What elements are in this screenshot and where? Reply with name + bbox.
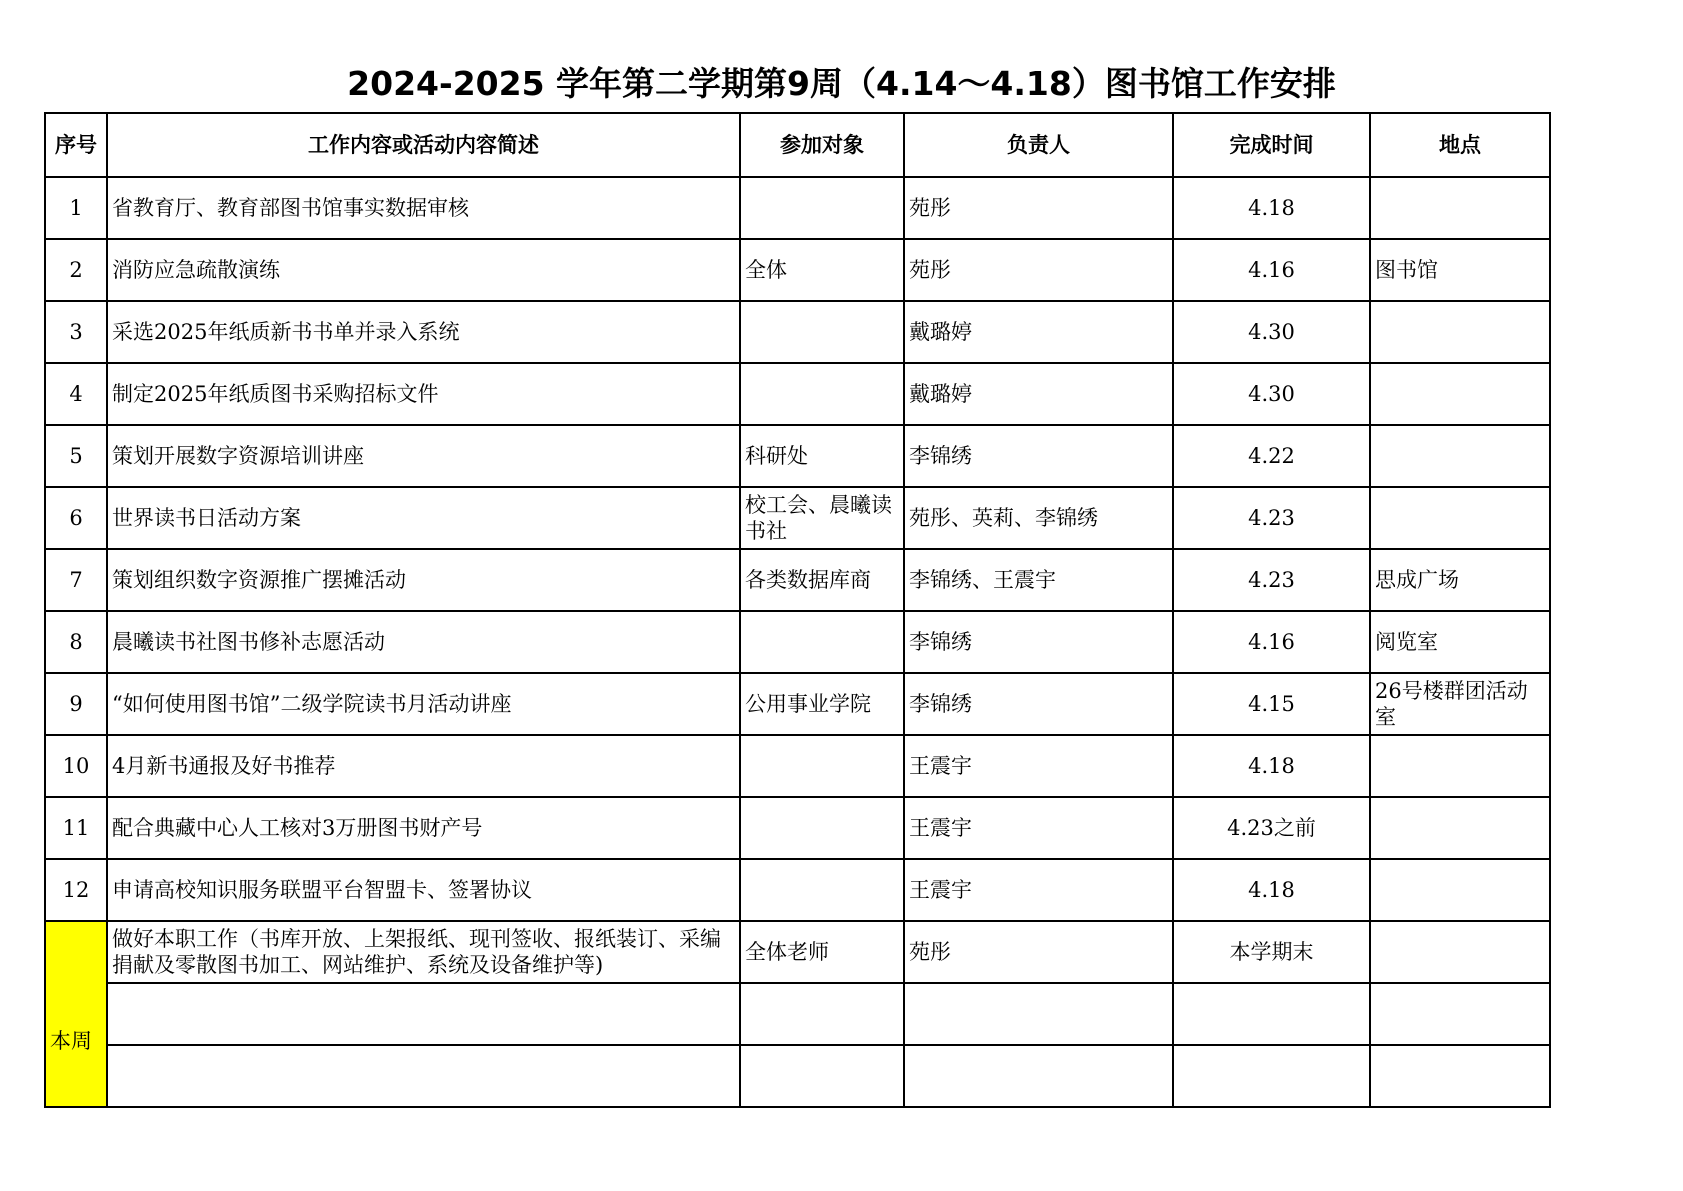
- row-number: 9: [45, 673, 107, 735]
- row-owner: 李锦绣: [904, 673, 1173, 735]
- row-content: 晨曦读书社图书修补志愿活动: [107, 611, 740, 673]
- row-participants: 全体老师: [740, 921, 904, 983]
- row-content: [107, 1045, 740, 1107]
- table-row: [45, 983, 1550, 1045]
- header-place: 地点: [1370, 113, 1550, 177]
- this-week-label: [45, 921, 107, 1107]
- row-participants: [740, 1045, 904, 1107]
- row-content: “如何使用图书馆”二级学院读书月活动讲座: [107, 673, 740, 735]
- row-number: 4: [45, 363, 107, 425]
- row-place: 思成广场: [1370, 549, 1550, 611]
- row-time: 本学期末: [1173, 921, 1370, 983]
- row-place: 26号楼群团活动室: [1370, 673, 1550, 735]
- row-place: 阅览室: [1370, 611, 1550, 673]
- row-place: [1370, 797, 1550, 859]
- row-time: 4.15: [1173, 673, 1370, 735]
- row-time: 4.22: [1173, 425, 1370, 487]
- row-time: 4.30: [1173, 301, 1370, 363]
- row-participants: [740, 859, 904, 921]
- row-content: 采选2025年纸质新书书单并录入系统: [107, 301, 740, 363]
- header-time: 完成时间: [1173, 113, 1370, 177]
- row-owner: 王震宇: [904, 797, 1173, 859]
- row-time: [1173, 1045, 1370, 1107]
- row-owner: 苑彤: [904, 177, 1173, 239]
- row-time: [1173, 983, 1370, 1045]
- table-row: [45, 1045, 1550, 1107]
- header-content: 工作内容或活动内容简述: [107, 113, 740, 177]
- row-content: 消防应急疏散演练: [107, 239, 740, 301]
- row-time: 4.23: [1173, 487, 1370, 549]
- row-time: 4.18: [1173, 859, 1370, 921]
- row-time: 4.30: [1173, 363, 1370, 425]
- row-time: 4.23之前: [1173, 797, 1370, 859]
- row-participants: [740, 797, 904, 859]
- row-owner: 苑彤: [904, 921, 1173, 983]
- table-row: [45, 301, 1550, 363]
- row-participants: [740, 735, 904, 797]
- row-owner: 苑彤、英莉、李锦绣: [904, 487, 1173, 549]
- row-number: 11: [45, 797, 107, 859]
- row-place: [1370, 363, 1550, 425]
- row-participants: 全体: [740, 239, 904, 301]
- row-place: [1370, 859, 1550, 921]
- row-number: 7: [45, 549, 107, 611]
- this-week-label-text: 本周: [50, 1029, 92, 1053]
- table-row: [45, 611, 1550, 673]
- row-content: 申请高校知识服务联盟平台智盟卡、签署协议: [107, 859, 740, 921]
- row-content: 世界读书日活动方案: [107, 487, 740, 549]
- row-number: 12: [45, 859, 107, 921]
- row-place: [1370, 177, 1550, 239]
- row-place: [1370, 487, 1550, 549]
- row-owner: 戴璐婷: [904, 301, 1173, 363]
- row-owner: 李锦绣: [904, 425, 1173, 487]
- row-number: 1: [45, 177, 107, 239]
- row-owner: 李锦绣、王震宇: [904, 549, 1173, 611]
- row-owner: 苑彤: [904, 239, 1173, 301]
- schedule-body: [45, 177, 1550, 1107]
- table-row: [45, 549, 1550, 611]
- table-row: [45, 797, 1550, 859]
- row-owner: 王震宇: [904, 735, 1173, 797]
- row-owner: [904, 1045, 1173, 1107]
- row-content: 做好本职工作（书库开放、上架报纸、现刊签收、报纸装订、采编捐献及零散图书加工、网站维护、系统及设备维护等): [107, 921, 740, 983]
- row-time: 4.23: [1173, 549, 1370, 611]
- schedule-table: [44, 112, 1551, 1108]
- row-participants: [740, 301, 904, 363]
- row-number: 5: [45, 425, 107, 487]
- row-place: [1370, 1045, 1550, 1107]
- table-row: [45, 921, 1550, 983]
- row-place: [1370, 735, 1550, 797]
- table-row: [45, 239, 1550, 301]
- header-owner: 负责人: [904, 113, 1173, 177]
- row-participants: 校工会、晨曦读书社: [740, 487, 904, 549]
- table-row: [45, 177, 1550, 239]
- row-content: 配合典藏中心人工核对3万册图书财产号: [107, 797, 740, 859]
- row-number: 2: [45, 239, 107, 301]
- header-row: [45, 113, 1550, 177]
- table-row: [45, 859, 1550, 921]
- row-content: 4月新书通报及好书推荐: [107, 735, 740, 797]
- row-owner: 戴璐婷: [904, 363, 1173, 425]
- page-title: 2024-2025 学年第二学期第9周（4.14～4.18）图书馆工作安排: [347, 64, 1336, 103]
- row-number: 6: [45, 487, 107, 549]
- row-content: 省教育厅、教育部图书馆事实数据审核: [107, 177, 740, 239]
- row-number: 3: [45, 301, 107, 363]
- row-participants: [740, 177, 904, 239]
- row-time: 4.18: [1173, 735, 1370, 797]
- row-participants: [740, 983, 904, 1045]
- row-place: [1370, 921, 1550, 983]
- table-row: [45, 735, 1550, 797]
- row-participants: 公用事业学院: [740, 673, 904, 735]
- row-content: 制定2025年纸质图书采购招标文件: [107, 363, 740, 425]
- row-participants: 各类数据库商: [740, 549, 904, 611]
- row-content: 策划开展数字资源培训讲座: [107, 425, 740, 487]
- row-place: [1370, 301, 1550, 363]
- table-row: [45, 363, 1550, 425]
- row-time: 4.18: [1173, 177, 1370, 239]
- header-participants: 参加对象: [740, 113, 904, 177]
- row-owner: 王震宇: [904, 859, 1173, 921]
- row-participants: [740, 611, 904, 673]
- header-no: 序号: [45, 113, 107, 177]
- table-row: [45, 673, 1550, 735]
- row-owner: [904, 983, 1173, 1045]
- row-participants: [740, 363, 904, 425]
- table-row: [45, 487, 1550, 549]
- row-owner: 李锦绣: [904, 611, 1173, 673]
- table-row: [45, 425, 1550, 487]
- row-content: 策划组织数字资源推广摆摊活动: [107, 549, 740, 611]
- row-number: 8: [45, 611, 107, 673]
- row-place: [1370, 983, 1550, 1045]
- row-content: [107, 983, 740, 1045]
- row-time: 4.16: [1173, 611, 1370, 673]
- row-place: [1370, 425, 1550, 487]
- row-number: 10: [45, 735, 107, 797]
- row-place: 图书馆: [1370, 239, 1550, 301]
- row-participants: 科研处: [740, 425, 904, 487]
- row-time: 4.16: [1173, 239, 1370, 301]
